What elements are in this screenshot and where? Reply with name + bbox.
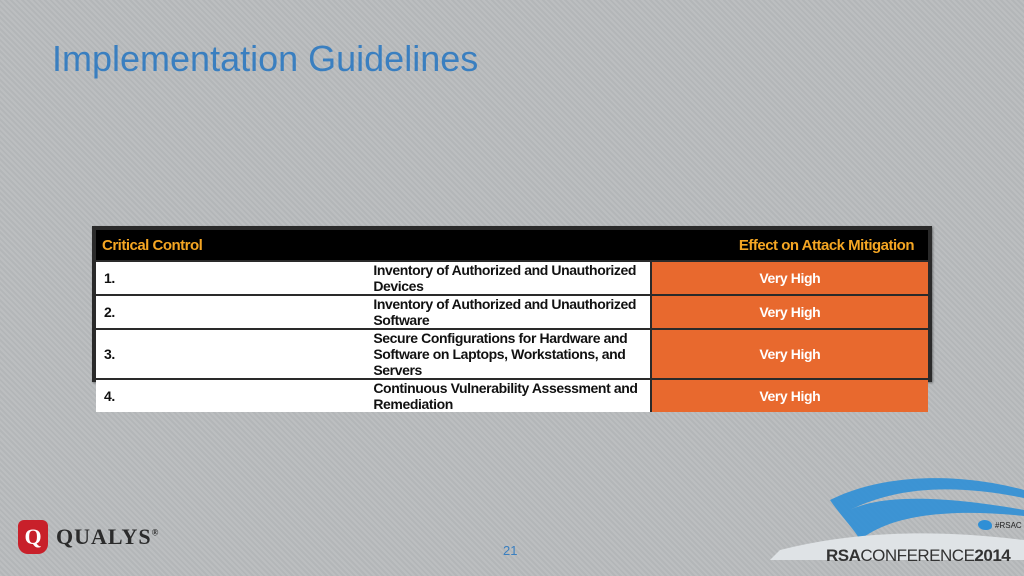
row-number: 1. [96,261,373,295]
row-number: 2. [96,295,373,329]
slide-title: Implementation Guidelines [52,38,479,79]
rsa-conference-logo: RSACONFERENCE2014 [826,546,1011,565]
row-number: 3. [96,329,373,379]
row-effect: Very High [651,329,928,379]
row-control: Secure Configurations for Hardware and Software on Laptops, Workstations, and Servers [373,329,650,379]
row-effect: Very High [651,261,928,295]
header-effect: Effect on Attack Mitigation [651,230,928,261]
row-control: Inventory of Authorized and Unauthorized Devices [373,261,650,295]
page-number: 21 [503,543,518,558]
table-header-row [96,230,928,261]
table-row [96,329,928,379]
qualys-wordmark: QUALYS® [56,524,160,549]
header-critical-control: Critical Control [96,230,651,261]
controls-table [92,226,932,412]
qualys-logo [18,520,159,554]
table-row [96,295,928,329]
row-control: Inventory of Authorized and Unauthorized Software [373,295,650,329]
row-effect: Very High [651,295,928,329]
row-number: 4. [96,379,373,412]
controls-table-grid [96,230,928,412]
table-row [96,261,928,295]
row-control: Continuous Vulnerability Assessment and Remediation [373,379,650,412]
rsac-hashtag: #RSAC [978,520,1022,530]
row-effect: Very High [651,379,928,412]
qualys-shield-icon: Q [18,520,48,554]
twitter-icon [978,520,992,530]
table-row [96,379,928,412]
